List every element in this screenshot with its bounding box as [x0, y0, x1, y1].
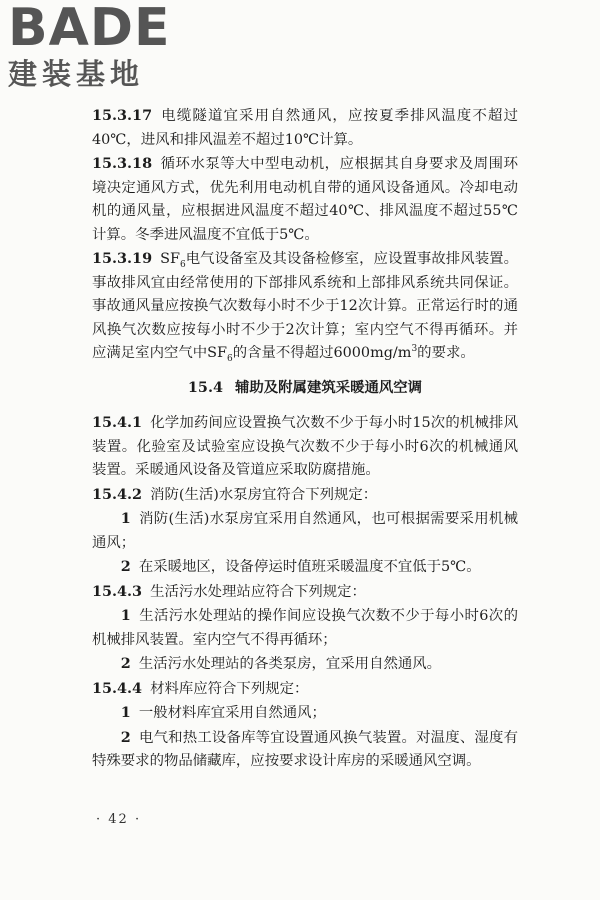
list-item [92, 726, 518, 774]
superscript: 3 [411, 344, 418, 355]
clause-text: 化学加药间应设置换气次数不少于每小时15次的机械排风装置。化验室及试验室应设换气次数不少于每小时6次的机械通风装置。采暖通风设备及管道应采取防腐措施。 [92, 415, 518, 478]
item-number: 2 [120, 728, 131, 746]
list-item [92, 604, 518, 652]
clause-15-4-4 [92, 677, 518, 702]
section-heading [92, 376, 518, 400]
section-heading-number: 15.4 [187, 378, 223, 396]
clause-number: 15.4.2 [92, 485, 143, 503]
clause-15-4-1 [92, 411, 518, 483]
clause-15-3-18 [92, 152, 518, 247]
item-number: 2 [120, 655, 131, 672]
logo-brand: BADE [8, 0, 171, 58]
clause-15-4-3 [92, 580, 518, 605]
item-text: 电气和热工设备库等宜设置通风换气装置。对温度、湿度有特殊要求的物品储藏库，应按要求设计库房的采暖通风空调。 [92, 729, 518, 769]
clause-15-3-19 [92, 247, 518, 366]
clause-text: 循环水泵等大中型电动机，应根据其自身要求及周围环境决定通风方式，优先利用电动机自带的通风设备通风。冷却电动机的通风量，应根据进风温度不超过40℃、排风温度不超过55℃计算。冬季进风温度不宜低于5℃。 [92, 156, 518, 243]
clause-number: 15.4.3 [92, 582, 143, 600]
item-text: 在采暖地区，设备停运时值班采暖温度不宜低于5℃。 [138, 559, 481, 575]
clause-text: 消防(生活)水泵房宜符合下列规定： [150, 486, 378, 503]
document-body [92, 104, 518, 774]
logo-subtitle: 建装基地 [8, 57, 145, 91]
clause-number: 15.3.18 [92, 155, 153, 172]
item-number: 1 [120, 607, 131, 624]
item-text: 一般材料库宜采用自然通风； [138, 705, 326, 721]
subscript: 6 [226, 353, 233, 364]
clause-text: 生活污水处理站应符合下列规定： [150, 583, 366, 600]
clause-number: 15.4.4 [92, 679, 143, 697]
clause-number: 15.4.1 [92, 414, 143, 431]
list-item [92, 652, 518, 677]
clause-15-3-17 [92, 104, 518, 152]
clause-text: 材料库应符合下列规定： [150, 680, 309, 697]
site-logo [8, 2, 171, 90]
item-number: 2 [120, 558, 131, 575]
item-number: 1 [120, 510, 131, 527]
clause-text-b: 电气设备室及其设备检修室，应设置事故排风装置。事故排风宜由经常使用的下部排风系统和上部排风系统共同保证。事故通风量应按换气次数每小时不少于12次计算。正常运行时的通风换气次数应按每小时不少于2次计算；室内空气不得再循环。并应满足室内空气中SF [92, 251, 518, 361]
item-text: 消防(生活)水泵房宜采用自然通风，也可根据需要采用机械通风； [92, 511, 518, 551]
clause-text-d: 的要求。 [417, 345, 475, 361]
clause-text-a: SF [160, 251, 180, 267]
clause-number: 15.3.19 [92, 250, 153, 267]
item-number: 1 [120, 704, 131, 721]
clause-15-4-2 [92, 483, 518, 508]
item-text: 生活污水处理站的各类泵房，宜采用自然通风。 [138, 656, 442, 672]
list-item [92, 555, 518, 580]
clause-text: 电缆隧道宜采用自然通风，应按夏季排风温度不超过40℃，进风和排风温差不超过10℃计算。 [92, 108, 518, 148]
clause-text-c: 的含量不得超过6000mg/m [232, 345, 412, 361]
subscript: 6 [179, 259, 186, 270]
list-item [92, 701, 518, 726]
page-number: · 42 · [96, 812, 142, 827]
clause-number: 15.3.17 [92, 107, 153, 124]
item-text: 生活污水处理站的操作间应设换气次数不少于每小时6次的机械排风装置。室内空气不得再循环； [92, 608, 518, 648]
section-heading-title: 辅助及附属建筑采暖通风空调 [234, 378, 423, 396]
list-item [92, 507, 518, 555]
